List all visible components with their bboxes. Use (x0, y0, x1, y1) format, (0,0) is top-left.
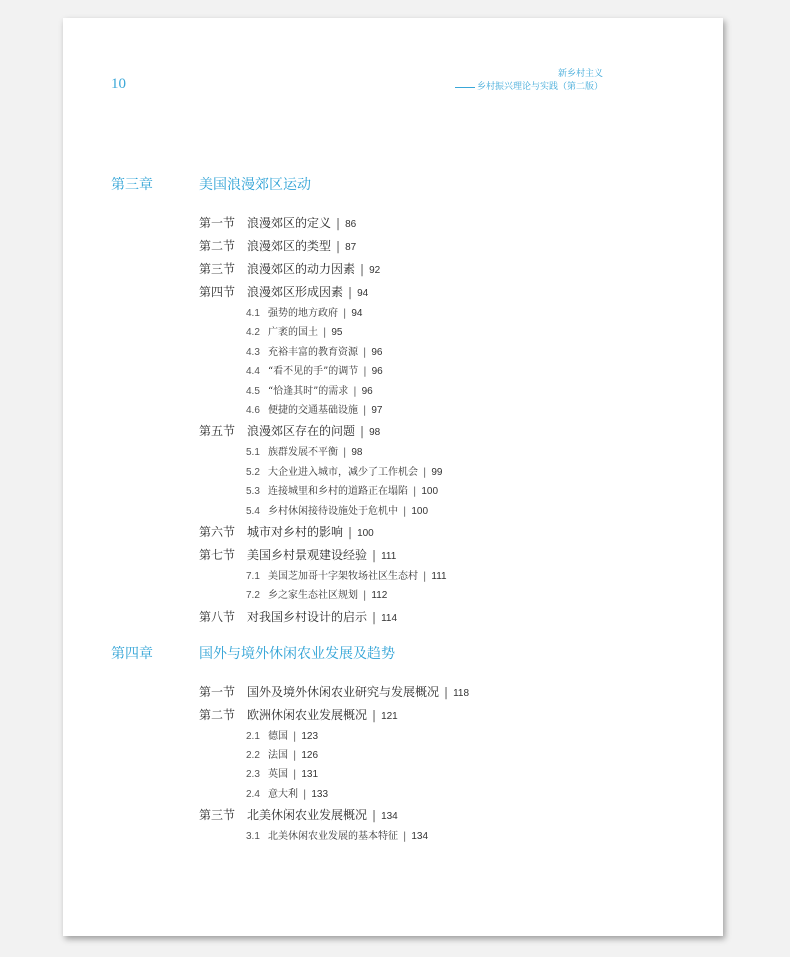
section-title: 美国乡村景观建设经验 (247, 547, 368, 562)
chapter-label: 第三章 (111, 177, 153, 193)
toc-subsection-entry[interactable] (246, 362, 671, 381)
page-separator: | (372, 547, 377, 562)
toc-section-entry[interactable] (199, 420, 671, 443)
subsection-title: 充裕丰富的教育资源 (268, 346, 358, 358)
subsection-number: 7.2 (246, 590, 260, 602)
section-label: 第七节 (199, 547, 236, 562)
toc-subsection-entry[interactable] (246, 586, 671, 605)
subsection-page: 98 (351, 447, 363, 459)
toc-section-entry[interactable] (199, 544, 671, 567)
chapter-title: 国外与境外休闲农业发展及趋势 (199, 645, 395, 662)
subsection-number: 5.1 (246, 447, 260, 459)
toc-subsection-entry[interactable] (246, 827, 671, 846)
subsection-number: 4.2 (246, 327, 260, 339)
section-page: 111 (381, 550, 397, 562)
section-page: 94 (357, 288, 369, 299)
subsection-title: 法国 (268, 750, 288, 762)
section-page: 86 (345, 219, 357, 230)
page-separator: | (336, 216, 341, 230)
toc-subsection-entry[interactable] (246, 443, 671, 462)
toc-subsection-entry[interactable] (246, 304, 671, 323)
toc-subsection-entry[interactable] (246, 482, 671, 501)
page-separator: | (360, 424, 365, 439)
running-header (477, 68, 603, 94)
toc-section-entry[interactable] (199, 704, 671, 727)
page-separator: | (423, 570, 427, 582)
section-label: 第二节 (199, 707, 236, 722)
subsection-number: 5.2 (246, 466, 260, 478)
subsection-title: “看不见的手”的调节 (268, 366, 359, 378)
subsection-title: 美国芝加哥十字架牧场社区生态村 (268, 570, 418, 582)
section-label: 第三节 (199, 262, 236, 276)
page-separator: | (303, 788, 307, 800)
subsection-page: 96 (361, 385, 373, 397)
subsection-title: 德国 (268, 730, 288, 742)
toc-subsection-entry[interactable] (246, 463, 671, 482)
subsection-page: 131 (301, 769, 319, 781)
running-header-title: 新乡村主义 (557, 69, 603, 79)
page-separator: | (363, 346, 367, 358)
page-separator: | (372, 707, 377, 722)
section-page: 92 (369, 265, 381, 276)
subsection-title: 英国 (268, 769, 288, 781)
subsection-page: 96 (371, 346, 383, 358)
toc-section-entry[interactable] (199, 281, 671, 304)
section-title: 浪漫郊区存在的问题 (247, 424, 356, 439)
subsection-title: 大企业进入城市，减少了工作机会 (268, 466, 418, 478)
running-header-subtitle: 乡村振兴理论与实践（第二版） (476, 82, 603, 92)
section-label: 第三节 (199, 808, 236, 823)
subsection-number: 2.2 (246, 750, 260, 762)
page-separator: | (343, 308, 347, 319)
page-number: 10 (111, 76, 126, 92)
subsection-number: 4.1 (246, 308, 260, 319)
toc-subsection-entry[interactable] (246, 567, 671, 586)
page-separator: | (360, 262, 365, 276)
subsection-title: 连接城里和乡村的道路正在塌陷 (268, 486, 408, 498)
subsection-number: 5.3 (246, 486, 260, 498)
subsection-page: 97 (371, 404, 383, 416)
page-separator: | (363, 366, 367, 378)
toc-section-entry[interactable] (199, 521, 671, 544)
section-label: 第二节 (199, 239, 236, 253)
section-page: 114 (381, 612, 398, 624)
page-separator: | (336, 239, 341, 253)
page-separator: | (323, 327, 327, 339)
toc-section-entry[interactable] (199, 235, 671, 258)
section-page: 118 (453, 687, 470, 699)
section-label: 第一节 (199, 684, 236, 699)
toc-subsection-entry[interactable] (246, 323, 671, 342)
subsection-number: 4.3 (246, 346, 260, 358)
toc-subsection-entry[interactable] (246, 727, 671, 746)
toc-subsection-entry[interactable] (246, 343, 671, 362)
subsection-number: 2.1 (246, 730, 260, 742)
subsection-title: “恰逢其时”的需求 (268, 385, 349, 397)
subsection-page: 94 (351, 308, 363, 319)
subsection-page: 96 (371, 366, 383, 378)
subsection-number: 3.1 (246, 831, 260, 843)
table-of-contents (111, 168, 671, 847)
section-title: 北美休闲农业发展概况 (247, 808, 368, 823)
subsection-number: 2.4 (246, 788, 260, 800)
subsection-title: 广袤的国土 (268, 327, 318, 339)
subsection-page: 134 (411, 831, 429, 843)
page-separator: | (372, 609, 377, 624)
page-separator: | (403, 505, 407, 517)
toc-section-entry[interactable] (199, 258, 671, 281)
toc-subsection-entry[interactable] (246, 765, 671, 784)
subsection-number: 4.5 (246, 385, 260, 397)
subsection-number: 4.6 (246, 404, 260, 416)
section-title: 浪漫郊区的类型 (247, 239, 332, 253)
section-page: 98 (369, 427, 381, 439)
subsection-page: 112 (371, 590, 388, 602)
page-separator: | (348, 285, 353, 299)
section-page: 134 (381, 811, 398, 823)
toc-section-entry[interactable] (199, 212, 671, 235)
page-separator: | (353, 385, 357, 397)
subsection-title: 族群发展不平衡 (268, 447, 338, 459)
toc-section-entry[interactable] (199, 606, 671, 629)
subsection-number: 5.4 (246, 505, 260, 517)
section-label: 第六节 (199, 524, 236, 539)
section-title: 浪漫郊区的定义 (247, 216, 332, 230)
page-separator: | (363, 590, 367, 602)
page-separator: | (444, 684, 449, 699)
subsection-title: 乡村休闲接待设施处于危机中 (268, 505, 398, 517)
chapter-title: 美国浪漫郊区运动 (199, 177, 311, 193)
section-title: 浪漫郊区形成因素 (247, 285, 344, 299)
section-title: 对我国乡村设计的启示 (247, 609, 368, 624)
page-separator: | (348, 524, 353, 539)
page-separator: | (403, 831, 407, 843)
toc-section-entry[interactable] (199, 804, 671, 827)
page-separator: | (372, 808, 377, 823)
page-separator: | (343, 447, 347, 459)
section-label: 第八节 (199, 609, 236, 624)
subsection-number: 2.3 (246, 769, 260, 781)
subsection-page: 95 (331, 327, 343, 339)
subsection-title: 乡之家生态社区规划 (268, 590, 358, 602)
book-page (63, 18, 723, 936)
page-separator: | (293, 750, 297, 762)
subsection-page: 123 (301, 730, 319, 742)
section-page: 100 (357, 527, 374, 539)
page-separator: | (293, 730, 297, 742)
toc-subsection-entry[interactable] (246, 746, 671, 765)
section-title: 城市对乡村的影响 (247, 524, 344, 539)
subsection-title: 强势的地方政府 (268, 308, 338, 319)
subsection-page: 111 (431, 570, 447, 582)
toc-subsection-entry[interactable] (246, 401, 671, 420)
subsection-page: 133 (311, 788, 329, 800)
chapter-label: 第四章 (111, 645, 153, 662)
subsection-page: 100 (421, 486, 439, 498)
page-separator: | (423, 466, 427, 478)
subsection-title: 北美休闲农业发展的基本特征 (268, 831, 398, 843)
toc-subsection-entry[interactable] (246, 502, 671, 521)
toc-section-entry[interactable] (199, 681, 671, 704)
subsection-page: 100 (411, 505, 429, 517)
page-separator: | (413, 486, 417, 498)
toc-subsection-entry[interactable] (246, 785, 671, 804)
page-separator: | (293, 769, 297, 781)
section-title: 国外及境外休闲农业研究与发展概况 (247, 684, 440, 699)
subsection-page: 99 (431, 466, 443, 478)
subsection-title: 意大利 (268, 788, 298, 800)
chapter-heading (111, 643, 671, 663)
chapter-heading (111, 174, 671, 194)
section-page: 121 (381, 710, 398, 722)
toc-subsection-entry[interactable] (246, 382, 671, 401)
section-label: 第一节 (199, 216, 236, 230)
section-page: 87 (345, 242, 357, 253)
subsection-title: 便捷的交通基础设施 (268, 404, 358, 416)
section-label: 第四节 (199, 285, 236, 299)
page-separator: | (363, 404, 367, 416)
subsection-number: 4.4 (246, 366, 260, 378)
section-label: 第五节 (199, 424, 236, 439)
section-title: 浪漫郊区的动力因素 (247, 262, 356, 276)
subsection-number: 7.1 (246, 570, 260, 582)
section-title: 欧洲休闲农业发展概况 (247, 707, 368, 722)
subsection-page: 126 (301, 750, 319, 762)
